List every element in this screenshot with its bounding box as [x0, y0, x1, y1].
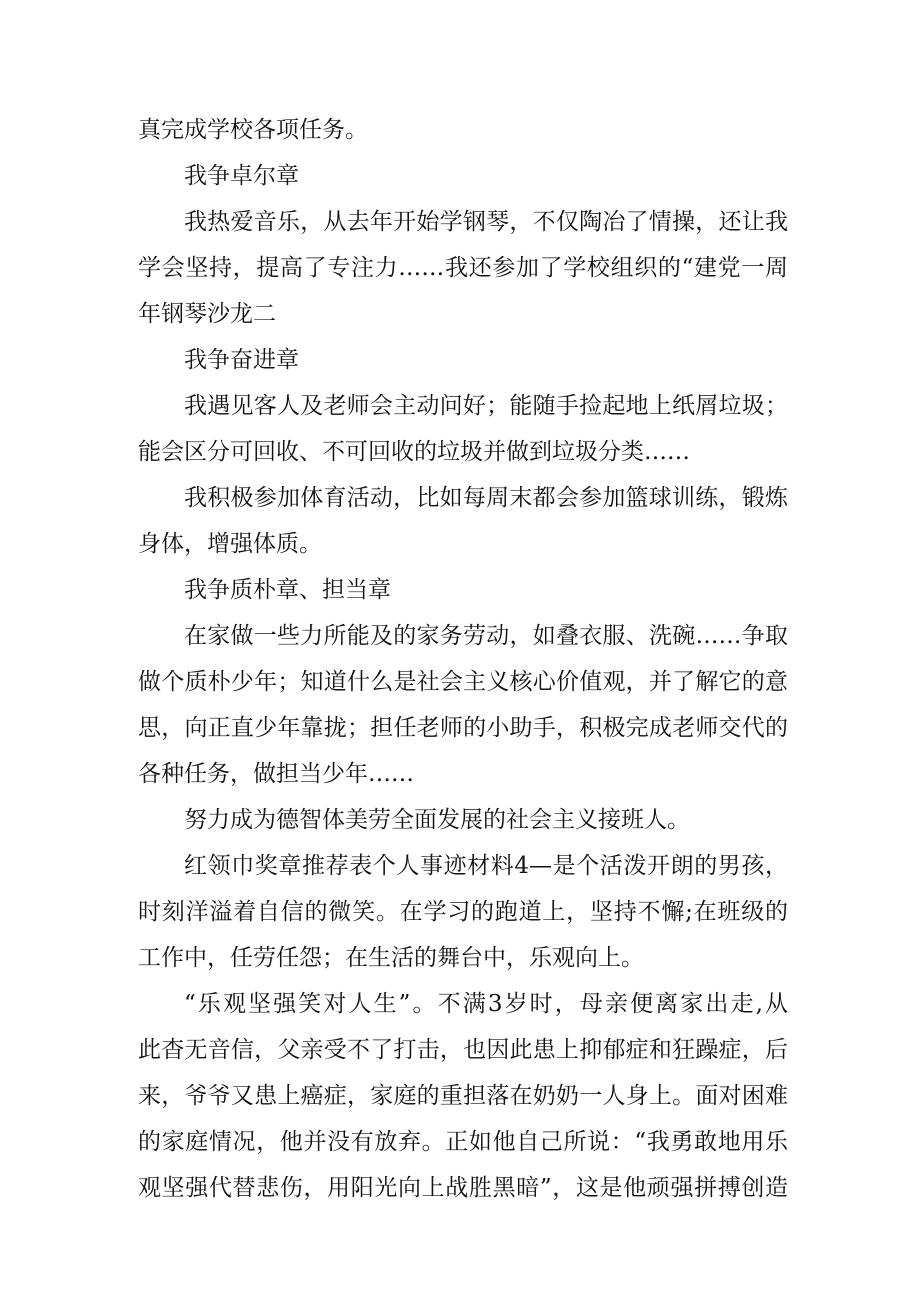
- text-line: 真完成学校各项任务。: [138, 117, 368, 143]
- section-heading: 我争奋进章: [184, 347, 299, 373]
- text-line: 来，爷爷又患上癌症，家庭的重担落在奶奶一人身上。面对困难: [138, 1083, 788, 1109]
- section-heading: 我争质朴章、担当章: [184, 577, 391, 603]
- text-line: 努力成为德智体美劳全面发展的社会主义接班人。: [184, 807, 690, 833]
- text-line: 各种任务，做担当少年……: [138, 761, 414, 787]
- text-line: 学会坚持，提高了专注力……我还参加了学校组织的“建党一周: [138, 255, 788, 281]
- text-line: 此杳无音信，父亲受不了打击，也因此患上抑郁症和狂躁症，后: [138, 1037, 788, 1063]
- text-line: 的家庭情况，他并没有放弃。正如他自己所说：“我勇敢地用乐: [138, 1129, 788, 1155]
- text-line: 做个质朴少年；知道什么是社会主义核心价值观，并了解它的意: [138, 669, 788, 695]
- text-line: 在家做一些力所能及的家务劳动，如叠衣服、洗碗……争取: [184, 623, 788, 649]
- section-heading: 我争卓尔章: [184, 163, 299, 189]
- text-line: 红领巾奖章推荐表个人事迹材料4—是个活泼开朗的男孩，: [184, 853, 788, 879]
- text-line: 能会区分可回收、不可回收的垃圾并做到垃圾分类……: [138, 439, 690, 465]
- text-line: 思，向正直少年靠拢；担任老师的小助手，积极完成老师交代的: [138, 715, 788, 741]
- text-line: 我遇见客人及老师会主动问好；能随手捡起地上纸屑垃圾；: [184, 393, 788, 419]
- text-line: 时刻洋溢着自信的微笑。在学习的跑道上，坚持不懈;在班级的: [138, 899, 788, 925]
- text-line: 工作中，任劳任怨；在生活的舞台中，乐观向上。: [138, 945, 644, 971]
- text-line: 我热爱音乐，从去年开始学钢琴，不仅陶冶了情操，还让我: [184, 209, 788, 235]
- text-line: “乐观坚强笑对人生”。不满3岁时，母亲便离家出走,从: [184, 991, 788, 1017]
- text-line: 观坚强代替悲伤，用阳光向上战胜黑暗”，这是他顽强拼搏创造: [138, 1175, 788, 1201]
- document-body: [138, 107, 788, 1211]
- text-line: 身体，增强体质。: [138, 531, 322, 557]
- text-line: 我积极参加体育活动，比如每周末都会参加篮球训练，锻炼: [184, 485, 788, 511]
- text-line: 年钢琴沙龙二: [138, 301, 276, 327]
